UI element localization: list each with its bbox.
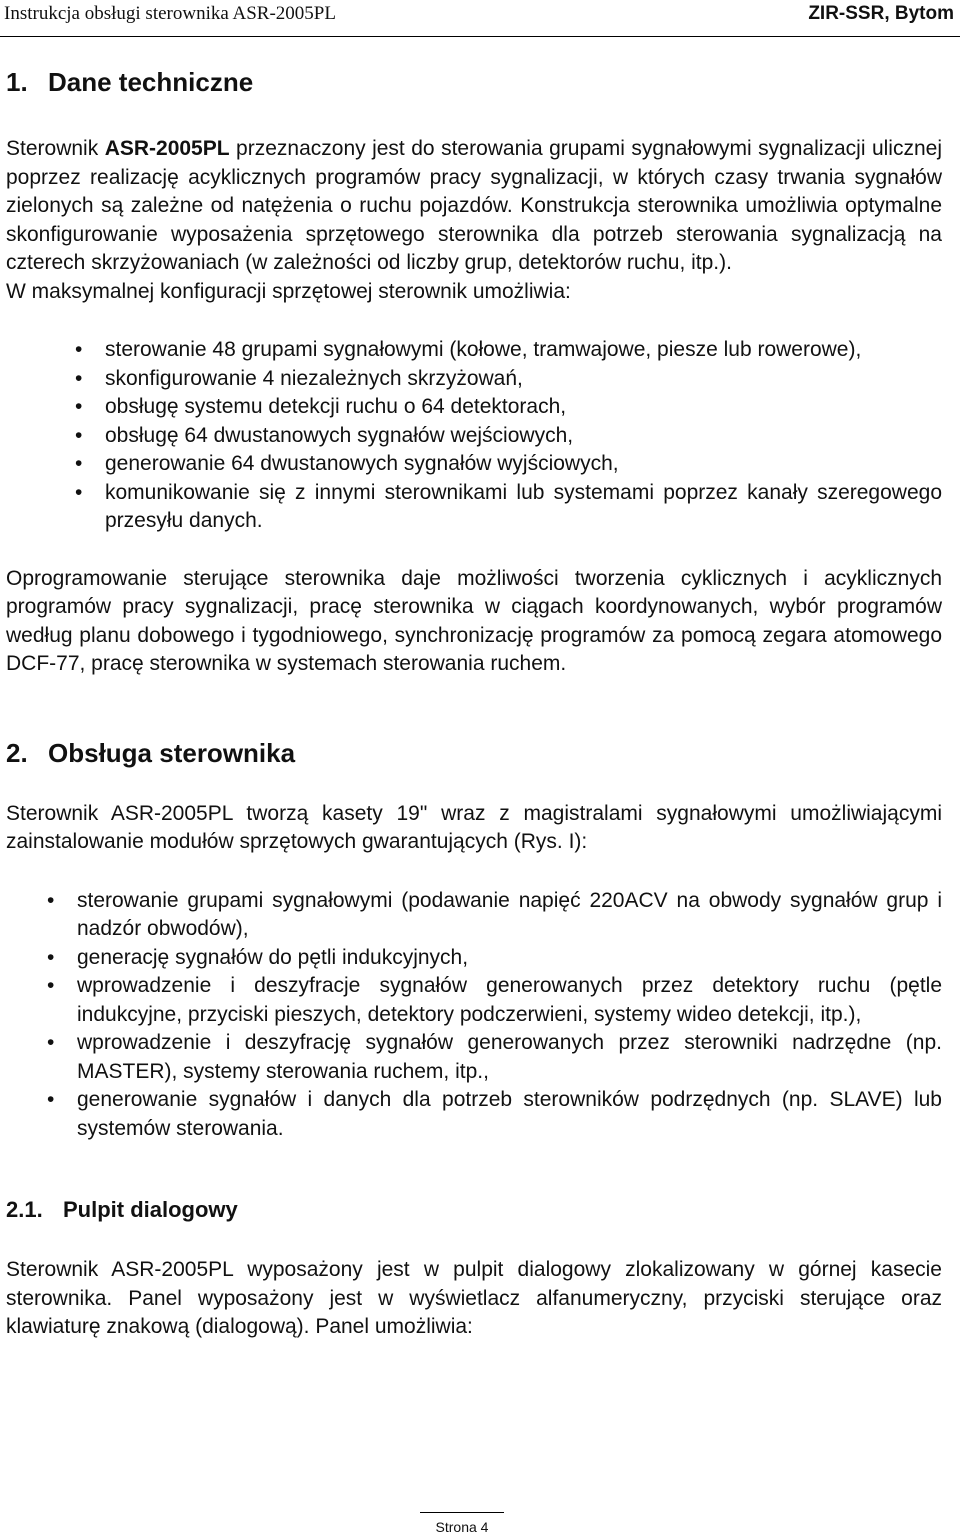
list-item: • skonfigurowanie 4 niezależnych skrzyżowań, [6,365,942,394]
list-item: • sterowanie 48 grupami sygnałowymi (kołowe, tramwajowe, piesze lub rowerowe), [6,336,942,365]
list-item: • obsługę systemu detekcji ruchu o 64 detektorach, [6,393,942,422]
list-item: • generowanie sygnałów i danych dla potrzeb sterowników podrzędnych (np. SLAVE) lub systemów sterowania. [6,1086,942,1143]
section-2-number: 2. [6,737,28,768]
page-header [0,0,960,37]
model-name-bold: ASR-2005PL [104,137,230,160]
section-2-1-number: 2.1. [6,1197,43,1222]
header-organization: ZIR-SSR, Bytom [808,3,954,24]
section-1-heading [6,62,942,102]
section-2-1-paragraph: Sterownik ASR-2005PL wyposażony jest w pulpit dialogowy zlokalizowany w górnej kasecie sterownika. Panel wyposażony jest w wyświetlacz alfanumeryczny, przyciski sterujące oraz klawiaturę znakową (dialogową). Panel umożliwia: [6,1258,942,1338]
section-2-title: Obsługa sterownika [48,737,296,768]
intro-text-start: Sterownik [6,137,105,160]
section-2-intro-paragraph: Sterownik ASR-2005PL tworzą kasety 19" wraz z magistralami sygnałowymi umożliwiającymi zainstalowanie modułów sprzętowych gwarantujących (Rys. I): [6,801,942,853]
section-2-1-heading [6,1195,942,1225]
list-item: • wprowadzenie i deszyfracje sygnałów generowanych przez detektory ruchu (pętle indukcyjne, przyciski pieszych, detektory podczerwieni, systemy wideo detekcji, itp.), [6,972,942,1029]
section-1-title: Dane techniczne [48,67,254,97]
list-item: • generowanie 64 dwustanowych sygnałów wyjściowych, [6,450,942,479]
list-item: • komunikowanie się z innymi sterownikami lub systemami poprzez kanały szeregowego przesyłu danych. [6,479,942,536]
list-item: • wprowadzenie i deszyfrację sygnałów generowanych przez sterowniki nadrzędne (np. MASTER), systemy sterowania ruchem, itp., [6,1029,942,1086]
section-1-capabilities-list [6,336,942,536]
list-item: • generację sygnałów do pętli indukcyjnych, [6,944,942,973]
section-2-1-title: Pulpit dialogowy [63,1197,238,1222]
list-item: • sterowanie grupami sygnałowymi (podawanie napięć 220ACV na obwody sygnałów grup i nadzór obwodów), [6,887,942,944]
section-2-heading [6,733,942,773]
section-1-intro-paragraph [6,135,942,278]
section-1-config-paragraph: W maksymalnej konfiguracji sprzętowej sterownik umożliwia: [6,279,571,303]
header-document-title: Instrukcja obsługi sterownika ASR-2005PL [4,3,336,24]
section-2-modules-list [6,887,942,1144]
section-1-number: 1. [6,67,28,97]
intro-text-rest: przeznaczony jest do sterowania grupami sygnałowymi sygnalizacji ulicznej poprzez realizację acyklicznych programów pracy sygnalizacji, w których czasy trwania sygnałów zielonych są zależne od natężenia o ruchu pojazdów. Konstrukcja sterownika umożliwia optymalne skonfigurowanie wyposażenia sprzętowego sterownika dla potrzeb sterowania sygnalizacją na czterech skrzyżowaniach (w zależności od liczby grup, detektorów ruchu, itp.). [6,137,943,274]
list-item: • obsługę 64 dwustanowych sygnałów wejściowych, [6,422,942,451]
section-1-software-paragraph: Oprogramowanie sterujące sterownika daje możliwości tworzenia cyklicznych i acyklicznych programów pracy sygnalizacji, pracę sterownika w ciągach koordynowanych, wybór programów według planu dobowego i tygodniowego, synchronizację programów za pomocą zegara atomowego DCF-77, pracę sterownika w systemach sterowania ruchem. [6,566,942,675]
page-number: Strona 4 [435,1519,489,1535]
footer-divider [420,1512,504,1513]
page-content [6,62,942,1342]
